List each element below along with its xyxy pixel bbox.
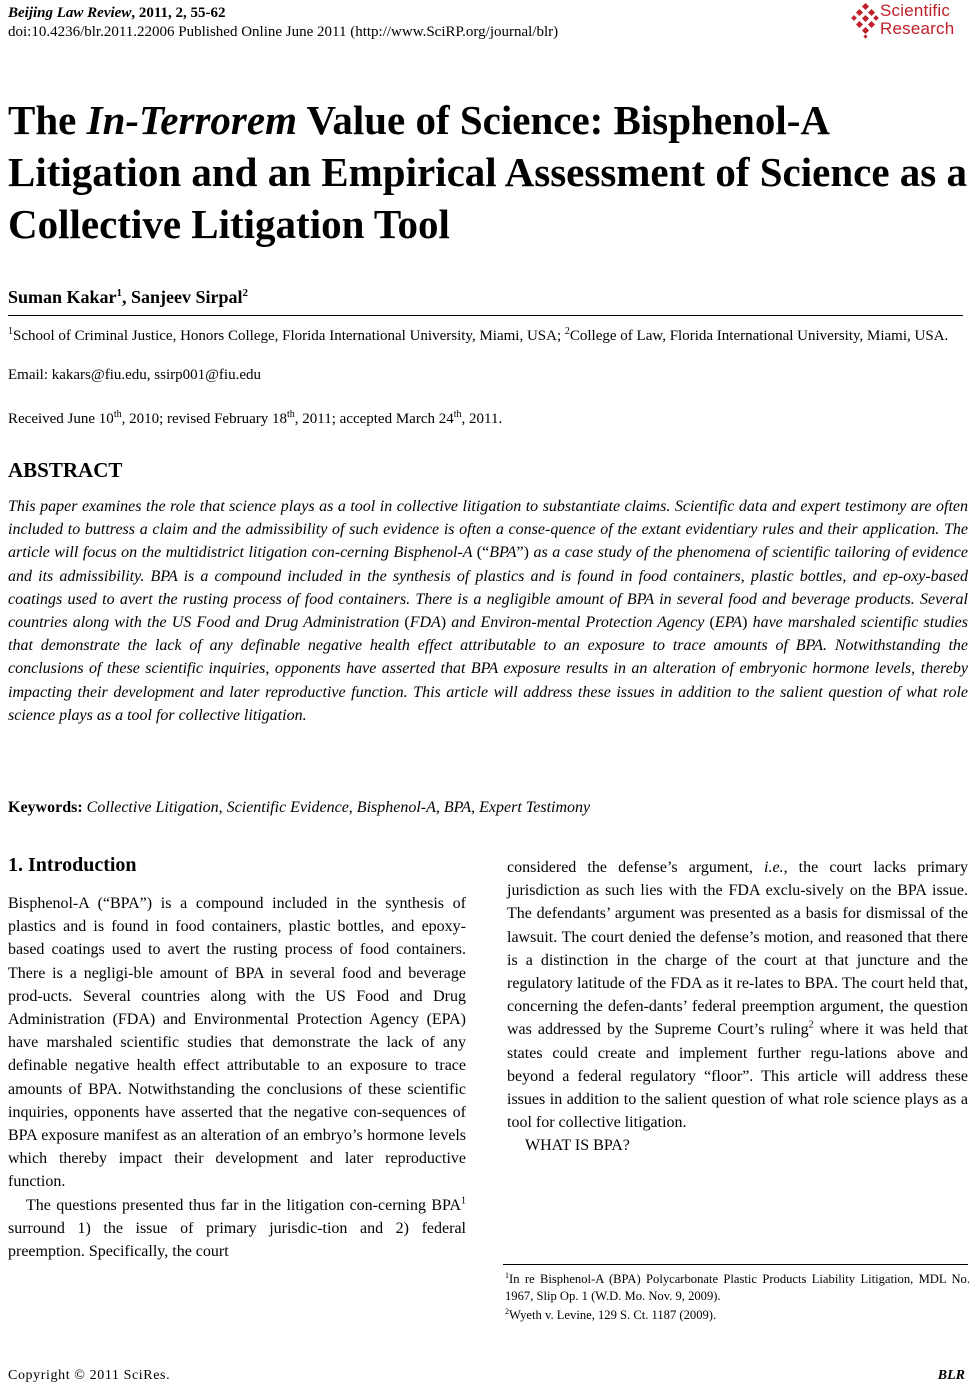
abs-seg: )	[742, 614, 748, 632]
ordinal-3: th	[453, 409, 462, 420]
doi-line: doi:10.4236/blr.2011.22006 Published Online June 2011 (http://www.SciRP.org/journal/blr)	[8, 24, 559, 40]
para2-part-a: The questions presented thus far in the litigation con-cerning BPA	[26, 1196, 461, 1214]
paper-title	[8, 94, 968, 250]
abs-seg: opponents have asserted that BPA exposure results in an alteration of embryonic hormone levels	[269, 660, 912, 678]
email-line: Email: kakars@fiu.edu, ssirp001@fiu.edu	[8, 367, 261, 383]
abs-seg: (	[709, 614, 715, 632]
copyright-notice: Copyright © 2011 SciRes.	[8, 1368, 171, 1383]
keywords-label: Keywords	[8, 799, 78, 816]
footnote-text-2: Wyeth v. Levine, 129 S. Ct. 1187 (2009).	[509, 1308, 717, 1323]
right-column-text	[507, 856, 968, 1158]
footnote-text-1: In re Bisphenol-A (BPA) Polycarbonate Plastic Products Liability Litigation, MDL No. 1967, Slip Op. 1 (W.D. Mo. Nov. 9, 2009).	[505, 1272, 970, 1303]
year-end: , 2011.	[461, 411, 503, 427]
right-part-b: , the court lacks primary jurisdiction as such lies with the FDA exclu-sively on the BPA issue. The defendants’ argument was presented as a basis for dismissal of the lawsuit. The court denied the defense’s motion, and reasoned that there is a distinction in the charge of the court at that juncture and the regulatory latitude of the FDA as it re-lates to BPA. The court held that, concerning the defen-dants’ federal preemption argument, the question was addressed by the Supreme Court’s ruling	[507, 859, 968, 1039]
keyword: Expert Testimony	[479, 799, 591, 816]
abs-seg: have marshaled scientific studies that demonstrate the lack of any definable negative health effect attributable to an exposure to trace amounts of BPA. Notwithstanding the conclusions of these scientific inquiries	[8, 614, 968, 678]
abs-seg: BPA	[489, 544, 517, 562]
affil-marker-2: 2	[564, 326, 570, 337]
footnote-marker-1: 1	[505, 1271, 509, 1280]
abs-seg: ,	[740, 567, 745, 585]
ordinal-1: th	[113, 409, 122, 420]
left-column-text	[8, 892, 466, 1263]
right-part-c: where it was held that states could create and implement further regu-lations above and beyond a federal regulatory “floor”. This article will address these issues in addition to the salient question of what role science plays as a tool for collective litigation.	[507, 1021, 968, 1132]
ie-italic: i.e.	[764, 859, 784, 876]
author-separator: ,	[122, 287, 132, 307]
title-italic: In-Terrorem	[86, 97, 297, 143]
keyword-sep: ,	[348, 799, 357, 816]
author-2-affil: 2	[242, 287, 249, 299]
author-1: Suman Kakar	[8, 287, 117, 307]
footnote-1	[505, 1268, 970, 1304]
affiliation-2: College of Law, Florida International University, Miami, USA.	[569, 328, 949, 344]
abs-seg: and Environ-mental Protection Agency	[446, 614, 710, 632]
journal-name: Beijing Law Review	[8, 5, 132, 21]
affiliations	[8, 322, 963, 346]
section-heading-introduction: 1. Introduction	[8, 854, 137, 876]
abs-seg: (“	[476, 544, 490, 562]
abs-seg: )	[440, 614, 447, 632]
ordinal-2: th	[286, 409, 295, 420]
keyword: Bisphenol-A	[356, 799, 436, 816]
para2-part-b: surround 1) the issue of primary jurisdic-tion and 2) federal preemption. Specifically, the court	[8, 1219, 466, 1261]
received-date: Received June 10	[8, 411, 114, 427]
revised-date: , 2010; revised February 18	[121, 411, 287, 427]
abs-seg: plastic bottles	[744, 567, 843, 585]
abs-seg: ”)	[516, 544, 529, 562]
title-part-2: Value of Science: Bisphenol-A Litigation and an Empirical Assessment of Science as a Collective Litigation Tool	[8, 97, 967, 247]
affil-marker-1: 1	[8, 326, 13, 337]
keyword: Collective Litigation	[86, 799, 219, 816]
publisher-logo	[851, 2, 969, 42]
logo-line-1: Scientific	[880, 1, 951, 20]
keywords-colon: :	[77, 799, 87, 816]
author-1-affil: 1	[116, 287, 123, 299]
footnotes	[505, 1268, 970, 1324]
journal-volume: , 2011, 2, 55-62	[131, 5, 226, 21]
accepted-date: , 2011; accepted March 24	[294, 411, 454, 427]
keywords	[8, 797, 968, 819]
right-part-a: considered the defense’s argument,	[507, 859, 765, 876]
logo-text	[880, 2, 954, 38]
footnote-divider	[503, 1264, 968, 1265]
keyword: BPA	[443, 799, 472, 816]
footnote-ref-2: 2	[808, 1020, 814, 1032]
abs-seg: ,	[911, 660, 916, 678]
keyword: Scientific Evidence	[226, 799, 349, 816]
received-dates	[8, 405, 502, 429]
abs-seg: and ep-oxy-based coatings used to avert the rusting process of food containers. There is a negligible amount of BPA in several food and beverage products. Several countries along with the US Food and Drug Administration	[8, 567, 969, 632]
abs-seg: EPA	[714, 614, 743, 632]
footnote-ref-1: 1	[461, 1195, 466, 1207]
keyword-sep: ,	[435, 799, 444, 816]
logo-mark-icon	[851, 2, 879, 42]
abs-seg: ,	[842, 567, 847, 585]
author-list	[8, 281, 248, 309]
keyword-sep: ,	[471, 799, 480, 816]
footnote-marker-2: 2	[505, 1307, 509, 1317]
header-divider	[8, 315, 963, 316]
abs-seg: FDA	[409, 614, 441, 632]
journal-citation	[8, 4, 226, 23]
abstract-heading: ABSTRACT	[8, 458, 123, 482]
abstract-text	[8, 495, 968, 727]
abs-seg: ,	[265, 660, 270, 678]
abs-seg: (	[404, 614, 410, 632]
journal-abbreviation: BLR	[937, 1368, 965, 1383]
affiliation-1: School of Criminal Justice, Honors College, Florida International University, Miami, USA;	[13, 328, 565, 344]
abs-seg: thereby impacting their development and later reproductive function. This article will address these issues in addition to the salient question of what role science plays as a tool for collective litigation.	[8, 660, 969, 724]
footnote-2	[505, 1304, 970, 1324]
subheading-what-is-bpa: WHAT IS BPA?	[525, 1137, 630, 1155]
keyword-sep: ,	[218, 799, 227, 816]
author-2: Sanjeev Sirpal	[131, 287, 243, 307]
abs-seg: This paper examines the role that science plays as a tool in collective litigation to substantiate claims. Scientific data and expert testimony are often included to buttress a claim and the admissibility of such evidence is often a conse-quence of the extant evidentiary rules and their application. The article will focus on the multidistrict litigation con-cerning Bisphenol-A	[8, 498, 968, 562]
title-part-1: The	[8, 97, 87, 143]
abs-seg: as a case study of the phenomena of scientific tailoring of evidence and its admissibility. BPA is a compound included in the synthesis of plastics and is found in food containers	[8, 544, 968, 585]
logo-line-2: Research	[880, 19, 955, 38]
intro-paragraph-1: Bisphenol-A (“BPA”) is a compound included in the synthesis of plastics and is found in food containers, plastic bottles, and epoxy-based coatings used to avert the rusting process of food containers. There is a negligi-ble amount of BPA in several food and beverage prod-ucts. Several countries along with the US Food and Drug Administration (FDA) and Environmental Protection Agency (EPA) have marshaled scientific studies that demonstrate the lack of any definable negative health effect attributable to an exposure to trace amounts of BPA. Notwithstanding the conclusions of these scientific inquiries, opponents have asserted that the negative con-sequences of BPA exposure manifest as an alteration of an embryo’s hormone levels which thereby impact their development and later reproductive function.	[8, 895, 466, 1191]
intro-paragraph-2	[8, 1194, 466, 1264]
